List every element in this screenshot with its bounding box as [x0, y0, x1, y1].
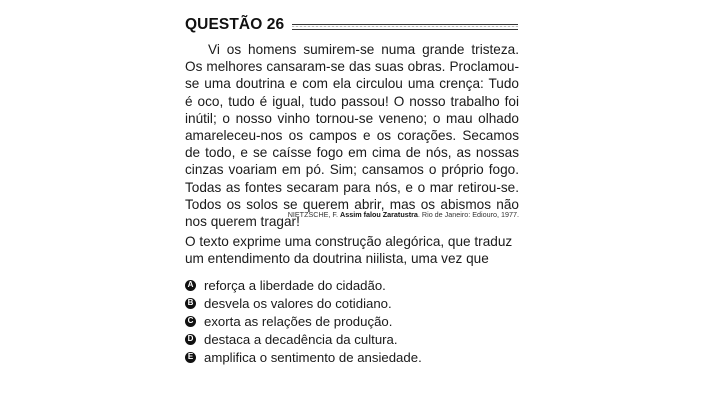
option-text: exorta as relações de produção. — [204, 313, 393, 329]
option-text: amplifica o sentimento de ansiedade. — [204, 349, 422, 365]
option-d-circle-icon: D — [185, 334, 196, 345]
option-a[interactable] — [185, 276, 519, 294]
question-title: QUESTÃO 26 — [185, 16, 285, 33]
option-c[interactable] — [185, 312, 519, 330]
passage-paragraph: Vi os homens sumirem-se numa grande tristeza. Os melhores cansaram-se das suas obras. Proclamou-se uma doutrina e com ela circulou uma crença: Tudo é oco, tudo é igual, tudo passou! O nosso trabalho foi inútil; o nosso vinho tornou-se veneno; o mau olhado amareleceu-nos os campos e os corações. Secamos de todo, e se caísse fogo em cima de nós, as nossas cinzas voariam em pó. Sim; cansamos o próprio fogo. Todas as fontes secaram para nós, e o mar retirou-se. Todos os solos se querem abrir, mas os abismos não nos querem tragar! — [185, 42, 519, 230]
option-b-circle-icon: B — [185, 298, 196, 309]
citation-author: NIETZSCHE, F. — [287, 210, 341, 219]
option-e[interactable] — [185, 348, 519, 366]
passage-text — [185, 41, 519, 230]
question-header — [185, 16, 519, 38]
option-c-circle-icon: C — [185, 316, 196, 327]
option-a-circle-icon: A — [185, 280, 196, 291]
option-text: desvela os valores do cotidiano. — [204, 295, 392, 311]
header-double-rule — [292, 24, 518, 30]
option-text: reforça a liberdade do cidadão. — [204, 277, 386, 293]
option-e-circle-icon: E — [185, 352, 196, 363]
answer-options — [185, 276, 519, 366]
citation — [185, 210, 519, 219]
option-b[interactable] — [185, 294, 519, 312]
question-prompt: O texto exprime uma construção alegórica, que traduz um entendimento da doutrina niilista, uma vez que — [185, 234, 513, 267]
option-d[interactable] — [185, 330, 519, 348]
citation-publisher: . Rio de Janeiro: Ediouro, 1977. — [417, 210, 519, 219]
citation-work: Assim falou Zaratustra — [340, 210, 418, 219]
option-text: destaca a decadência da cultura. — [204, 331, 398, 347]
